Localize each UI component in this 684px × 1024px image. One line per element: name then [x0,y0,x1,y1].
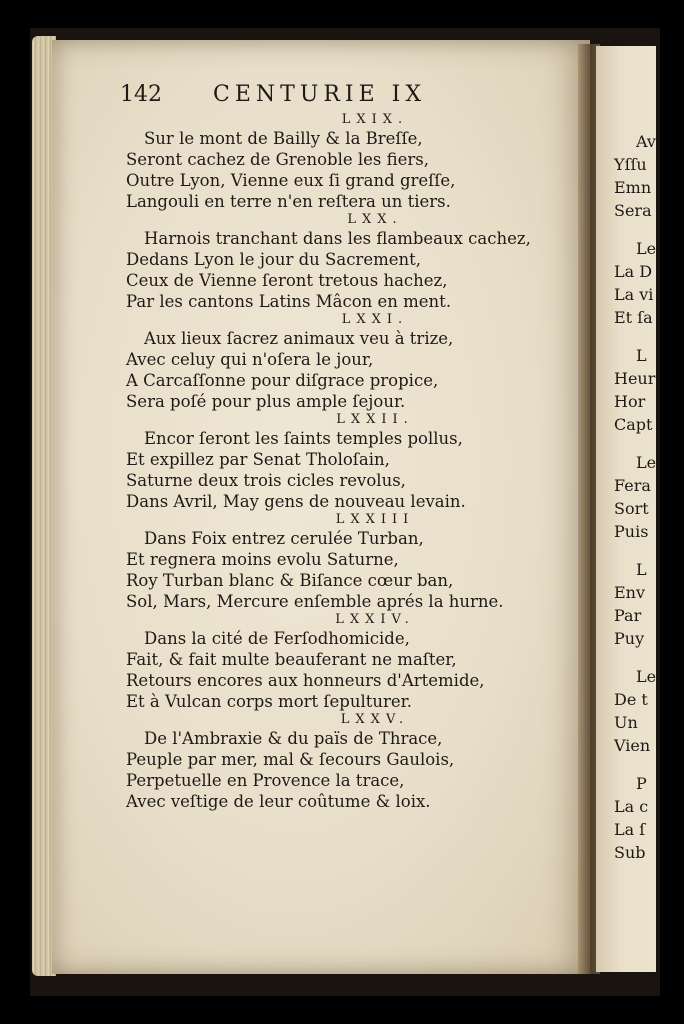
verse-line: Fait, & fait multe beauferant ne maſter, [126,650,457,669]
verse-line: De l'Ambraxie & du païs de Thrace, [144,729,443,748]
verse-line: Avec veſtige de leur coûtume & loix. [126,792,431,811]
verse-line: Encor ſeront les ſaints temples pollus, [144,429,463,448]
verse-line: Et regnera moins evolu Saturne, [126,550,399,569]
right-page-fragment: L [636,560,647,579]
verse-line: Seront cachez de Grenoble les fiers, [126,150,429,169]
right-page-fragment: Fera [614,476,651,495]
right-page-fragment: Puis [614,522,649,541]
verse-line: Roy Turban blanc & Biſance cœur ban, [126,571,454,590]
quatrain-list [110,112,580,812]
verse-line: Avec celuy qui n'oſera le jour, [126,350,374,369]
verse-line: Perpetuelle en Provence la trace, [126,771,405,790]
verse-line: Dedans Lyon le jour du Sacrement, [126,250,422,269]
verse-line: Aux lieux ſacrez animaux veu à trize, [144,329,454,348]
quatrain-number: LXXV. [340,712,410,727]
right-page-fragment: Le [636,239,656,258]
right-page-fragment: La ſ [614,820,646,839]
verse-line: A Carcaſſonne pour diſgrace propice, [126,371,439,390]
right-page-fragment: Yſſu [614,155,647,174]
verse-line: Sur le mont de Bailly & la Breſſe, [144,129,423,148]
quatrain-number: LXX. [347,212,403,227]
quatrain [110,212,580,312]
quatrain-number: LXXII. [336,412,414,427]
quatrain [110,412,580,512]
right-page-fragment: P [636,774,647,793]
quatrain [110,112,580,212]
quatrain [110,712,580,812]
right-page-fragment: Vien [614,736,651,755]
right-page-fragment: Sera [614,201,652,220]
verse-line: Outre Lyon, Vienne eux ſi grand greſſe, [126,171,456,190]
quatrain [110,512,580,612]
right-page-fragment: L [636,346,647,365]
quatrain-number: LXIX. [341,112,409,127]
quatrain-number: LXXIII [335,512,415,527]
verse-line: Dans Foix entrez cerulée Turban, [144,529,424,548]
verse-line: Dans Avril, May gens de nouveau levain. [126,492,466,511]
quatrain-number: LXXI. [341,312,409,327]
verse-line: Peuple par mer, mal & ſecours Gaulois, [126,750,455,769]
verse-line: Et à Vulcan corps mort ſepulturer. [126,692,412,711]
verse-line: Sol, Mars, Mercure enſemble aprés la hurne. [126,592,504,611]
right-page-fragment: Hor [614,392,646,411]
right-page-fragment: Emn [614,178,652,197]
right-page-fragment: De t [614,690,648,709]
right-page-fragment: La vi [614,285,654,304]
right-page-fragment: Env [614,583,646,602]
right-page-fragment: Le [636,453,656,472]
running-head [120,82,426,107]
verse-line: Dans la cité de Ferſodhomicide, [144,629,410,648]
verse-line: Saturne deux trois cicles revolus, [126,471,406,490]
verse-line: Retours encores aux honneurs d'Artemide, [126,671,485,690]
verse-line: Par les cantons Latins Mâcon en ment. [126,292,452,311]
right-page-fragment: Et ſa [614,308,653,327]
page-number: 142 [120,82,162,107]
verse-line: Ceux de Vienne ſeront tretous hachez, [126,271,448,290]
right-page-fragment: Un [614,713,638,732]
verse-line: Harnois tranchant dans les flambeaux cachez, [144,229,531,248]
quatrain-number: LXXIV. [335,612,415,627]
right-page-fragment: Capt [614,415,653,434]
right-page-fragment: Par [614,606,642,625]
right-page-fragment: La c [614,797,649,816]
right-page-fragment: Puy [614,629,645,648]
right-page-fragment: La D [614,262,653,281]
right-page-fragment: Heur [614,369,656,388]
verse-line: Et expillez par Senat Tholoſain, [126,450,390,469]
quatrain [110,612,580,712]
right-page-fragment: Le [636,667,656,686]
verse-line: Sera poſé pour plus ample ſejour. [126,392,406,411]
right-page-fragment: Sort [614,499,649,518]
right-page-fragment: Sub [614,843,646,862]
right-page [596,46,656,972]
right-page-fragment: Av [636,132,656,151]
quatrain [110,312,580,412]
verse-line: Langouli en terre n'en reſtera un tiers. [126,192,451,211]
page-title: CENTURIE IX [213,82,427,107]
